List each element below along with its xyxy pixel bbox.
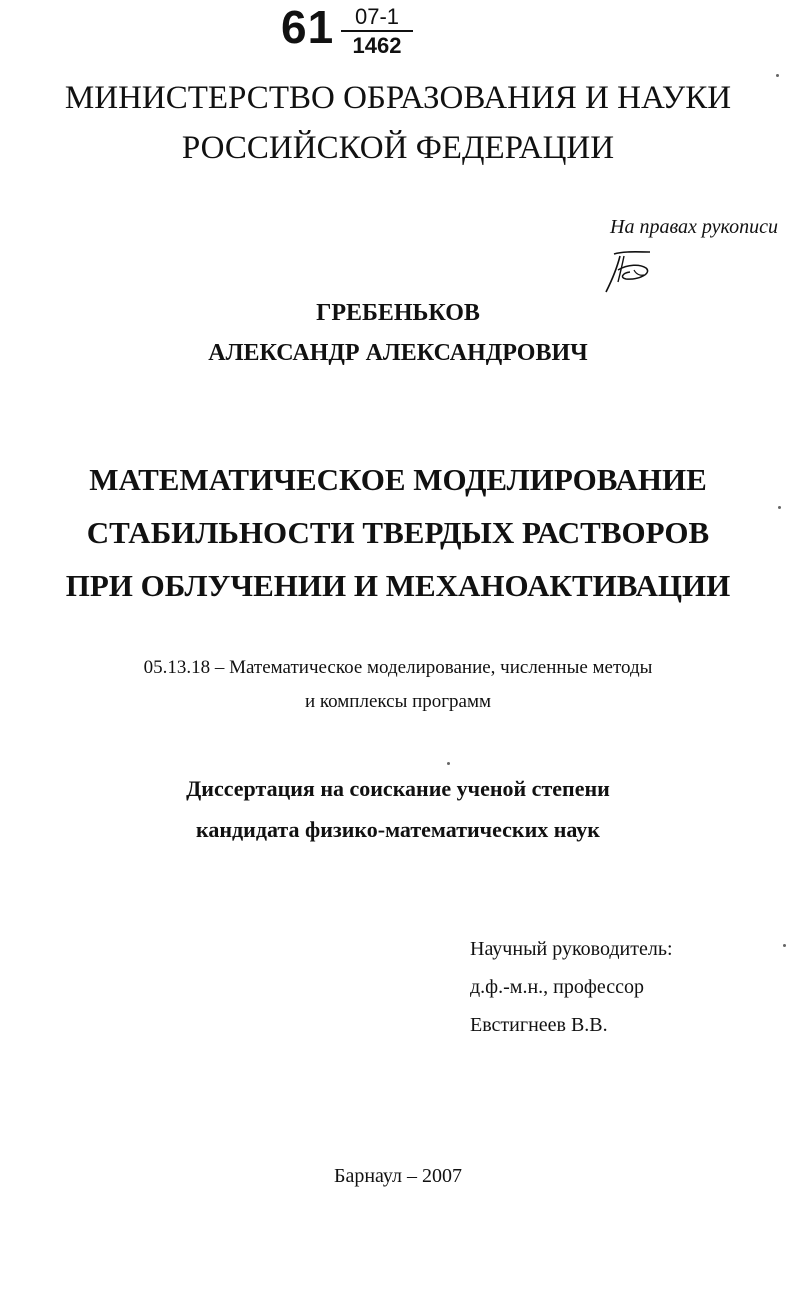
manuscript-note: На правах рукописи	[610, 216, 778, 238]
ministry-header	[0, 73, 796, 173]
scan-speck	[783, 944, 786, 947]
advisor-block	[470, 930, 673, 1044]
ministry-line-1: МИНИСТЕРСТВО ОБРАЗОВАНИЯ И НАУКИ	[64, 80, 732, 116]
title-line-1: МАТЕМАТИЧЕСКОЕ МОДЕЛИРОВАНИЕ	[89, 462, 707, 497]
title-line-2: СТАБИЛЬНОСТИ ТВЕРДЫХ РАСТВОРОВ	[86, 515, 710, 550]
catalog-fraction	[341, 6, 413, 57]
catalog-fraction-top: 07-1	[354, 4, 400, 29]
dissertation-title	[0, 453, 796, 612]
ministry-line-2: РОССИЙСКОЙ ФЕДЕРАЦИИ	[181, 130, 615, 166]
degree-statement	[0, 768, 796, 850]
specialty-line-1: 05.13.18 – Математическое моделирование, численные методы	[143, 657, 653, 678]
specialty-line-2: и комплексы программ	[304, 691, 492, 712]
catalog-number: 61	[281, 1, 335, 53]
advisor-rank: д.ф.-м.н., профессор	[470, 976, 644, 998]
advisor-name: Евстигнеев В.В.	[470, 1014, 608, 1036]
author-block	[0, 293, 796, 373]
scan-speck	[776, 74, 779, 77]
place-year: Барнаул – 2007	[333, 1165, 463, 1187]
scan-speck	[447, 762, 450, 765]
author-given-names: АЛЕКСАНДР АЛЕКСАНДРОВИЧ	[208, 340, 588, 366]
handwritten-signature	[600, 246, 660, 296]
advisor-label: Научный руководитель:	[470, 938, 673, 960]
catalog-fraction-bottom: 1462	[352, 33, 402, 58]
degree-line-2: кандидата физико-математических наук	[196, 817, 600, 842]
title-line-3: ПРИ ОБЛУЧЕНИИ И МЕХАНОАКТИВАЦИИ	[65, 568, 731, 603]
author-surname: ГРЕБЕНЬКОВ	[316, 300, 480, 326]
scan-speck	[778, 506, 781, 509]
degree-line-1: Диссертация на соискание ученой степени	[186, 776, 610, 801]
specialty-code	[0, 651, 796, 719]
catalog-fraction-divider	[341, 30, 413, 32]
